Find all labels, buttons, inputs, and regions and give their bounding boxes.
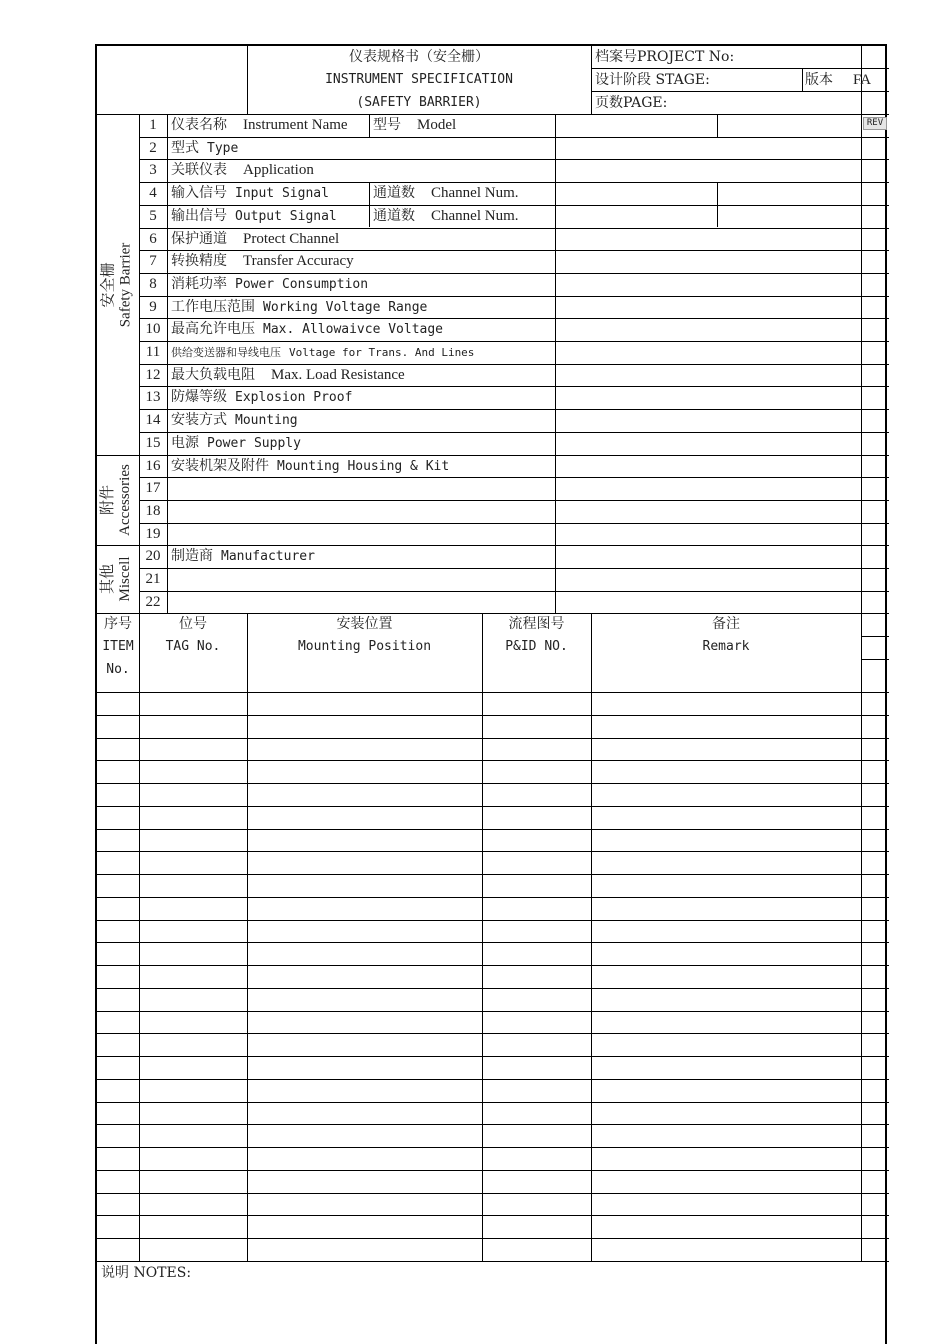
row-label (171, 137, 238, 160)
row-label-en: Protect Channel (243, 231, 340, 247)
grid-line (861, 613, 862, 1262)
row-label-en: Mounting (235, 413, 298, 428)
row-label-en: Mounting Housing & Kit (277, 459, 450, 474)
row-sublabel (373, 182, 519, 204)
row-label-cn: 制造商 (171, 548, 213, 564)
title-cn: 仪表规格书（安全栅） (349, 49, 489, 65)
grid-line (97, 692, 889, 693)
sublabel-en: Channel Num. (431, 185, 519, 201)
remark-header-cn: 备注 (712, 616, 740, 632)
grid-line (247, 613, 248, 1262)
grid-line (591, 46, 592, 114)
grid-line (97, 965, 889, 966)
group-safety-barrier-cn: 安全栅 (100, 262, 116, 308)
group-accessories-en: Accessories (117, 464, 133, 536)
row-number: 11 (145, 344, 161, 360)
grid-line (139, 500, 889, 501)
group-safety-barrier (100, 114, 136, 455)
row-label (171, 409, 298, 432)
stage-label: 设计阶段 STAGE: (595, 72, 710, 88)
row-label (171, 523, 179, 546)
row-number: 2 (149, 140, 157, 156)
item-header-en2: No. (106, 662, 130, 677)
row-label-en: Max. Load Resistance (271, 367, 405, 383)
group-safety-barrier-en: Safety Barrier (117, 242, 133, 327)
project-label: 档案号PROJECT No: (595, 49, 735, 65)
sublabel-cn: 通道数 (373, 208, 415, 224)
row-label (171, 182, 329, 205)
group-miscellaneous-cn: 其他 (100, 564, 116, 595)
grid-line (97, 715, 889, 716)
grid-line (97, 897, 889, 898)
group-accessories (100, 455, 136, 545)
row-label-cn: 转换精度 (171, 253, 227, 269)
group-miscellaneous-en: Miscell (117, 556, 133, 602)
row-label-cn: 防爆等级 (171, 389, 227, 405)
row-label-cn: 供给变送器和导线电压 (171, 346, 281, 359)
grid-line (97, 806, 889, 807)
row-number: 12 (145, 367, 161, 383)
group-accessories-cn: 附件 (100, 485, 116, 516)
row-sublabel (373, 114, 456, 136)
grid-line (369, 114, 370, 137)
row-label (171, 273, 368, 296)
row-label (171, 114, 348, 136)
grid-line (97, 1079, 889, 1080)
grid-line (139, 613, 140, 1262)
row-label-cn: 输出信号 (171, 208, 227, 224)
row-label-cn: 安装方式 (171, 412, 227, 428)
row-label-cn: 工作电压范围 (171, 299, 255, 315)
group-miscellaneous (100, 545, 136, 613)
title-en: INSTRUMENT SPECIFICATION (325, 72, 513, 87)
row-label (171, 364, 405, 386)
row-number: 10 (145, 321, 161, 337)
row-label (171, 545, 315, 568)
pid-header-cn: 流程图号 (508, 616, 565, 632)
grid-line (97, 1215, 889, 1216)
grid-line (97, 1193, 889, 1194)
row-label-cn: 电源 (171, 435, 199, 451)
grid-line (97, 1011, 889, 1012)
row-number: 3 (149, 162, 157, 178)
row-label (171, 296, 427, 319)
row-label-cn: 安装机架及附件 (171, 458, 269, 474)
row-label-en: Power Supply (207, 436, 301, 451)
row-sublabel (373, 205, 519, 227)
grid-line (139, 591, 889, 592)
grid-line (591, 613, 592, 1262)
grid-line (97, 1124, 889, 1125)
row-number: 21 (145, 571, 161, 587)
row-number: 16 (145, 458, 161, 474)
page-label: 页数PAGE: (595, 95, 668, 111)
row-label (171, 228, 339, 250)
grid-line (861, 636, 889, 637)
notes-label: 说明 NOTES: (101, 1265, 192, 1281)
title-sub: (SAFETY BARRIER) (356, 95, 482, 110)
row-label-en: Input Signal (235, 186, 329, 201)
grid-line (861, 91, 889, 92)
grid-line (861, 659, 889, 660)
row-label-en: Type (207, 141, 239, 156)
grid-line (97, 760, 889, 761)
row-label (171, 591, 179, 614)
row-label (171, 318, 443, 341)
row-number: 18 (145, 503, 161, 519)
row-label-cn: 消耗功率 (171, 276, 227, 292)
row-number: 20 (145, 548, 161, 564)
row-label (171, 341, 474, 364)
grid-line (97, 988, 889, 989)
row-number: 6 (149, 231, 157, 247)
row-label (171, 159, 314, 181)
row-number: 4 (149, 185, 157, 201)
row-number: 1 (149, 117, 157, 133)
spec-sheet (95, 44, 887, 1344)
row-label-en: Voltage for Trans. And Lines (289, 346, 475, 359)
version-label: 版本 (805, 72, 833, 88)
row-label-en: Manufacturer (221, 549, 315, 564)
row-number: 17 (145, 480, 161, 496)
version-value: FA (853, 72, 872, 88)
grid-line (97, 1261, 889, 1262)
grid-line (802, 68, 803, 91)
grid-line (97, 1056, 889, 1057)
grid-line (139, 568, 889, 569)
row-label-en: Application (243, 162, 314, 178)
row-number: 14 (145, 412, 161, 428)
position-header-en: Mounting Position (297, 639, 432, 654)
sublabel-en: Model (417, 117, 457, 133)
row-number: 22 (145, 594, 161, 610)
grid-line (97, 1033, 889, 1034)
row-number: 7 (149, 253, 157, 269)
item-header-en: ITEM (102, 639, 134, 654)
grid-line (717, 114, 718, 137)
grid-line (97, 942, 889, 943)
grid-line (97, 738, 889, 739)
row-label-en: Max. Allowaivce Voltage (263, 322, 444, 337)
tag-header-en: TAG No. (165, 639, 221, 654)
row-label-en: Explosion Proof (235, 390, 353, 405)
grid-line (482, 613, 483, 1262)
row-label (171, 250, 354, 272)
grid-line (97, 874, 889, 875)
grid-line (139, 137, 889, 138)
grid-line (97, 1170, 889, 1171)
row-number: 19 (145, 526, 161, 542)
row-label-en: Instrument Name (243, 117, 348, 133)
row-label-cn: 输入信号 (171, 185, 227, 201)
row-label (171, 568, 179, 591)
grid-line (97, 1102, 889, 1103)
row-number: 13 (145, 389, 161, 405)
grid-line (97, 829, 889, 830)
grid-line (97, 1147, 889, 1148)
row-number: 8 (149, 276, 157, 292)
row-label (171, 205, 337, 228)
grid-line (97, 920, 889, 921)
row-number: 9 (149, 299, 157, 315)
row-label (171, 432, 301, 455)
row-number: 5 (149, 208, 157, 224)
row-label (171, 477, 179, 500)
row-label (171, 500, 179, 523)
row-label-cn: 仪表名称 (171, 117, 227, 133)
sublabel-cn: 通道数 (373, 185, 415, 201)
row-label-cn: 保护通道 (171, 231, 227, 247)
sublabel-cn: 型号 (373, 117, 401, 133)
row-label-en: Transfer Accuracy (243, 253, 354, 269)
remark-header-en: Remark (702, 639, 750, 654)
item-header-cn: 序号 (104, 616, 132, 632)
row-label-cn: 最高允许电压 (171, 321, 255, 337)
row-number: 15 (145, 435, 161, 451)
grid-line (97, 851, 889, 852)
tag-header-cn: 位号 (179, 616, 207, 632)
rev-badge: REV (863, 117, 887, 130)
grid-line (97, 1238, 889, 1239)
row-label (171, 386, 352, 409)
row-label (171, 455, 449, 478)
grid-line (139, 523, 889, 524)
row-label-en: Working Voltage Range (263, 300, 428, 315)
pid-header-en: P&ID NO. (505, 639, 568, 654)
position-header-cn: 安装位置 (336, 616, 393, 632)
row-label-cn: 型式 (171, 140, 199, 156)
grid-line (97, 783, 889, 784)
row-label-en: Power Consumption (235, 277, 369, 292)
sublabel-en: Channel Num. (431, 208, 519, 224)
row-label-en: Output Signal (235, 209, 337, 224)
row-label-cn: 关联仪表 (171, 162, 227, 178)
row-label-cn: 最大负载电阻 (171, 367, 255, 383)
